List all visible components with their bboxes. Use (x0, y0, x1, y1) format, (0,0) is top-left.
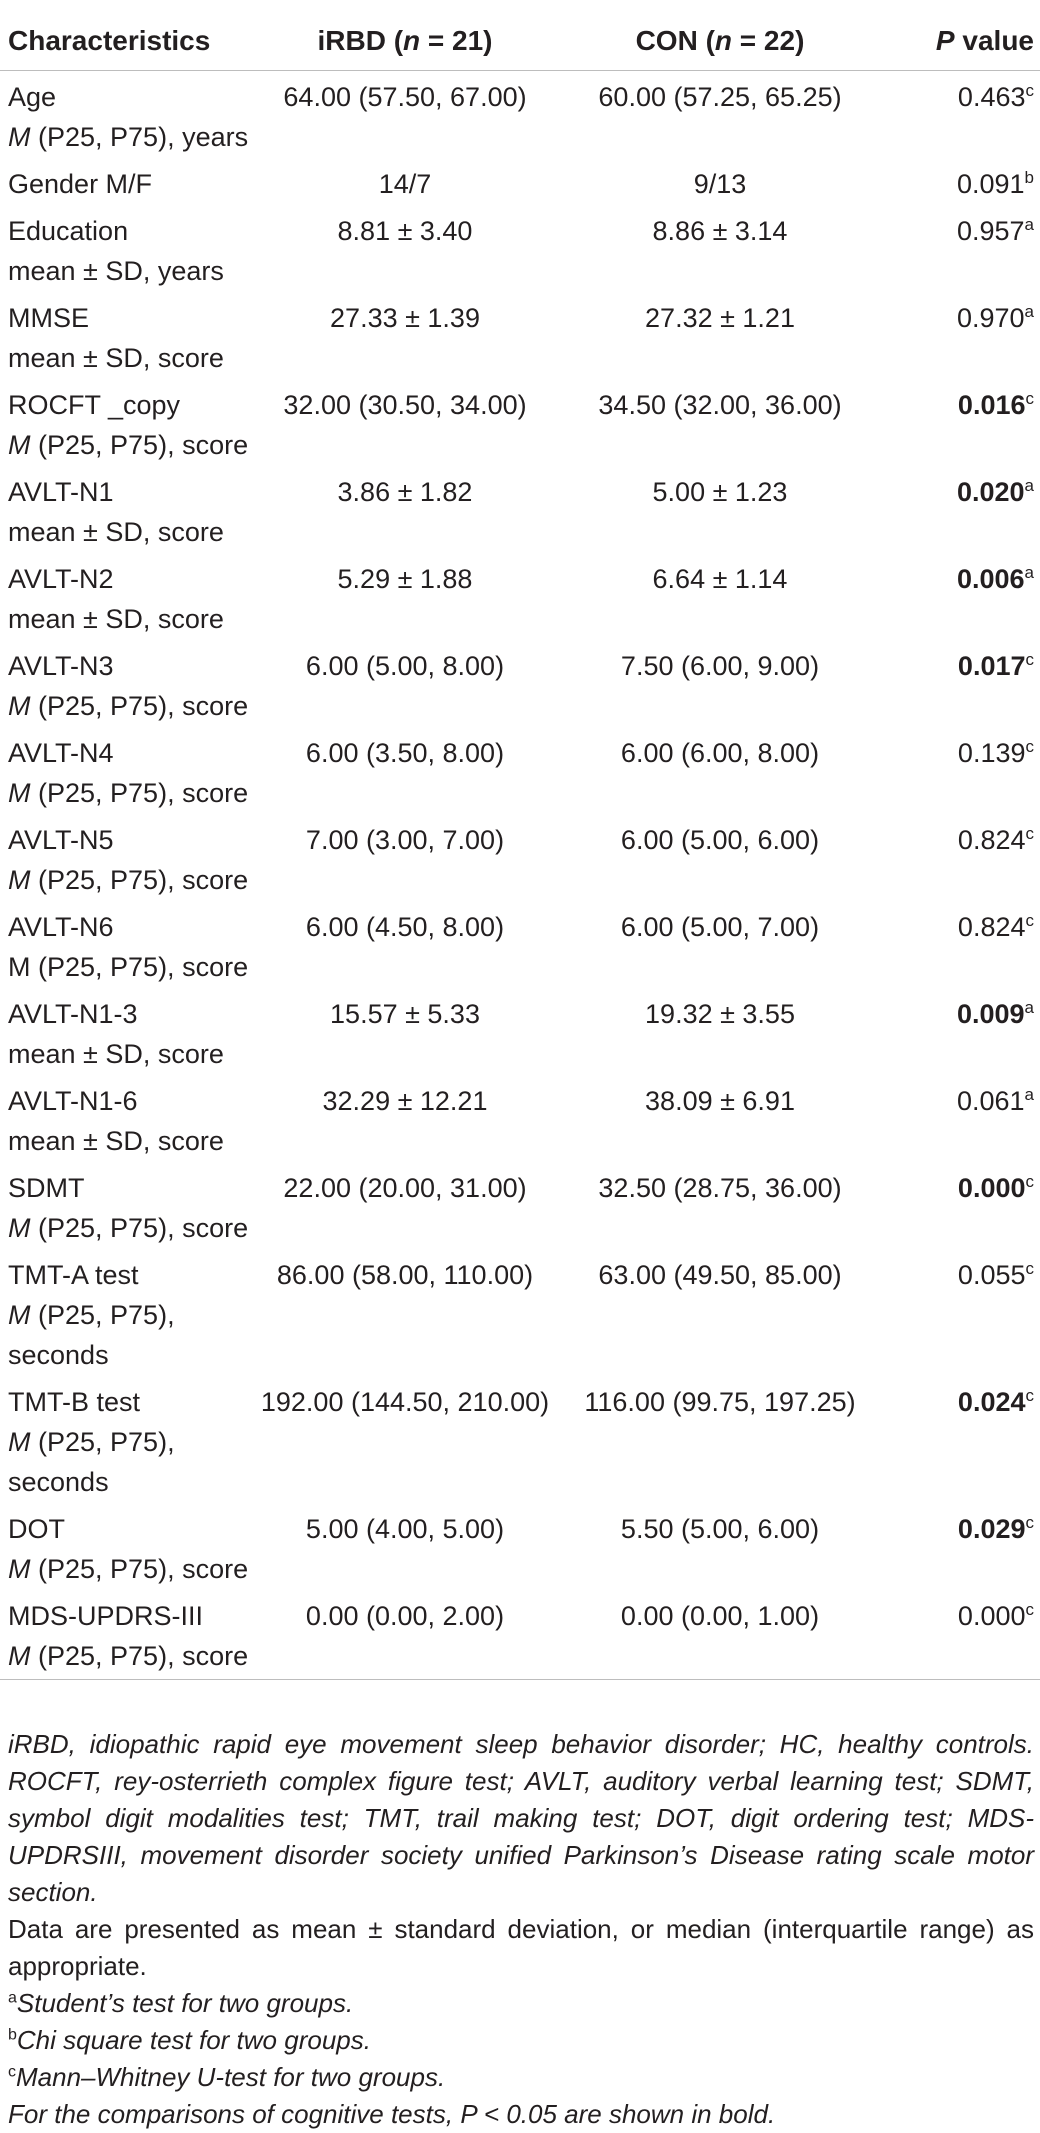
p-value: 0.091$^b$ (956, 167, 1034, 199)
p-value: 0.970$^a$ (956, 301, 1034, 333)
row-label (0, 1075, 260, 1162)
row-unit-line2: seconds (8, 1466, 109, 1497)
row-label (0, 988, 260, 1075)
irbd-value: 22.00 (20.00, 31.00) (283, 1172, 527, 1203)
row-name: AVLT-N2 (8, 563, 114, 594)
irbd-value: 5.00 (4.00, 5.00) (305, 1513, 505, 1544)
p-value: 0.009$^a$ (956, 997, 1034, 1029)
table-row-avlt-n5 (0, 814, 1040, 901)
con-value: 19.32 ± 3.55 (645, 998, 795, 1029)
row-name: DOT (8, 1513, 65, 1544)
irbd-value: 192.00 (144.50, 210.00) (260, 1386, 550, 1417)
p-value: 0.017$^c$ (957, 649, 1034, 681)
irbd-value: 27.33 ± 1.39 (330, 302, 480, 333)
header-irbd-suffix: = 21) (420, 25, 493, 56)
con-value: 8.86 ± 3.14 (652, 215, 788, 246)
irbd-value: 6.00 (5.00, 8.00) (305, 650, 505, 681)
con-value: 34.50 (32.00, 36.00) (598, 389, 842, 420)
table-row-avlt-n6 (0, 901, 1040, 988)
bold-significance-note: For the comparisons of cognitive tests, P < 0.05 are shown in bold. (8, 2099, 776, 2129)
table-row-avlt-n1 (0, 466, 1040, 553)
irbd-value: 3.86 ± 1.82 (337, 476, 473, 507)
row-unit: M (P25, P75), score (8, 951, 249, 982)
row-name: AVLT-N6 (8, 911, 114, 942)
footnote-c: $^c$Mann–Whitney U-test for two groups. (8, 2062, 446, 2092)
row-unit: M (P25, P75), score (8, 1553, 249, 1584)
row-name: AVLT-N1-6 (8, 1085, 138, 1116)
header-irbd-n: n (403, 25, 421, 56)
row-label (0, 1503, 260, 1590)
header-irbd (260, 12, 550, 71)
con-value: 5.50 (5.00, 6.00) (620, 1513, 820, 1544)
table-row-mmse (0, 292, 1040, 379)
irbd-value: 15.57 ± 5.33 (330, 998, 480, 1029)
p-value: 0.055$^c$ (957, 1258, 1034, 1290)
row-label (0, 1249, 260, 1376)
row-label (0, 553, 260, 640)
row-name: AVLT-N1 (8, 476, 114, 507)
row-name: Gender M/F (8, 168, 153, 199)
row-label (0, 727, 260, 814)
row-label (0, 205, 260, 292)
row-unit: mean ± SD, years (8, 255, 224, 286)
irbd-value: 6.00 (3.50, 8.00) (305, 737, 505, 768)
row-label (0, 71, 260, 158)
p-value: 0.824$^c$ (957, 823, 1034, 855)
row-name: AVLT-N5 (8, 824, 114, 855)
irbd-value: 0.00 (0.00, 2.00) (305, 1600, 505, 1631)
data-presentation-note: Data are presented as mean ± standard deviation, or median (interquartile range) as appropriate. (8, 1914, 1034, 1981)
con-value: 7.50 (6.00, 9.00) (620, 650, 820, 681)
footnote-a: $^a$Student’s test for two groups. (8, 1988, 354, 2018)
con-value: 38.09 ± 6.91 (645, 1085, 795, 1116)
irbd-value: 6.00 (4.50, 8.00) (305, 911, 505, 942)
header-p-value (890, 12, 1040, 71)
con-value: 60.00 (57.25, 65.25) (598, 82, 842, 112)
p-value: 0.016$^c$ (957, 388, 1034, 420)
table-row-gender (0, 158, 1040, 205)
row-name: Education (8, 215, 129, 246)
con-value: 6.00 (6.00, 8.00) (620, 737, 820, 768)
row-unit: M (P25, P75), (8, 1426, 175, 1457)
row-unit: mean ± SD, score (8, 1038, 224, 1069)
characteristics-table (0, 12, 1040, 1680)
row-unit-line2: seconds (8, 1339, 109, 1370)
row-label (0, 1376, 260, 1503)
p-value: 0.000$^c$ (957, 1171, 1034, 1203)
table-row-age (0, 71, 1040, 158)
p-value: 0.061$^a$ (956, 1084, 1034, 1116)
irbd-value: 5.29 ± 1.88 (337, 563, 473, 594)
con-value: 27.32 ± 1.21 (645, 302, 795, 333)
con-value: 6.00 (5.00, 6.00) (620, 824, 820, 855)
row-unit: M (P25, P75), years (8, 122, 249, 152)
row-unit: M (P25, P75), (8, 1299, 175, 1330)
header-con-n: n (714, 25, 733, 56)
row-label (0, 379, 260, 466)
row-name: TMT-A test (8, 1259, 139, 1290)
header-irbd-prefix: iRBD ( (317, 25, 404, 56)
row-unit: M (P25, P75), score (8, 1640, 249, 1671)
irbd-value: 14/7 (378, 168, 432, 199)
con-value: 9/13 (693, 168, 747, 199)
table-row-tmt-b (0, 1376, 1040, 1503)
p-value: 0.000$^c$ (957, 1599, 1034, 1631)
irbd-value: 32.29 ± 12.21 (322, 1085, 488, 1116)
row-unit: M (P25, P75), score (8, 864, 249, 895)
irbd-value: 32.00 (30.50, 34.00) (283, 389, 527, 420)
p-value: 0.029$^c$ (957, 1512, 1034, 1544)
header-characteristics: Characteristics (0, 12, 260, 71)
row-name: ROCFT _copy (8, 389, 181, 420)
p-value: 0.020$^a$ (956, 475, 1034, 507)
table-row-avlt-n3 (0, 640, 1040, 727)
con-value: 6.64 ± 1.14 (652, 563, 788, 594)
table-row-sdmt (0, 1162, 1040, 1249)
row-name: MMSE (8, 302, 89, 333)
row-name: SDMT (8, 1172, 85, 1203)
irbd-value: 86.00 (58.00, 110.00) (276, 1259, 534, 1290)
table-row-avlt-n2 (0, 553, 1040, 640)
p-value: 0.006$^a$ (956, 562, 1034, 594)
row-label (0, 1590, 260, 1680)
p-value: 0.463$^c$ (957, 81, 1034, 112)
table-row-mds-updrs-iii (0, 1590, 1040, 1680)
row-name: AVLT-N3 (8, 650, 114, 681)
header-p-suffix: value (954, 25, 1034, 56)
row-unit: mean ± SD, score (8, 342, 224, 373)
row-name: TMT-B test (8, 1386, 141, 1417)
p-value: 0.139$^c$ (957, 736, 1034, 768)
row-label (0, 466, 260, 553)
row-name: Age (8, 82, 57, 112)
row-label (0, 292, 260, 379)
con-value: 32.50 (28.75, 36.00) (598, 1172, 842, 1203)
con-value: 116.00 (99.75, 197.25) (584, 1386, 856, 1417)
header-con-suffix: = 22) (732, 25, 805, 56)
con-value: 5.00 ± 1.23 (652, 476, 788, 507)
row-unit: M (P25, P75), score (8, 777, 249, 808)
table-row-tmt-a (0, 1249, 1040, 1376)
row-label (0, 814, 260, 901)
row-unit: M (P25, P75), score (8, 690, 249, 721)
row-name: MDS-UPDRS-III (8, 1600, 203, 1631)
row-label (0, 158, 260, 205)
row-name: AVLT-N4 (8, 737, 114, 768)
row-unit: mean ± SD, score (8, 516, 224, 547)
irbd-value: 64.00 (57.50, 67.00) (283, 82, 527, 112)
row-label (0, 640, 260, 727)
header-con (550, 12, 890, 71)
table-header-row (0, 12, 1040, 71)
irbd-value: 8.81 ± 3.40 (337, 215, 473, 246)
p-value: 0.957$^a$ (956, 214, 1034, 246)
p-value: 0.024$^c$ (957, 1385, 1034, 1417)
table-row-rocft (0, 379, 1040, 466)
table-row-avlt-n4 (0, 727, 1040, 814)
row-unit: mean ± SD, score (8, 1125, 224, 1156)
table-row-avlt-n1-3 (0, 988, 1040, 1075)
abbreviations-note: iRBD, idiopathic rapid eye movement sleep behavior disorder; HC, healthy controls. ROCFT, rey-osterrieth complex figure test; AVLT, auditory verbal learning test; SDMT, symbol digit modalities test; TMT, trail making test; DOT, digit ordering test; MDS-UPDRSIII, movement disorder society unified Parkinson’s Disease rating scale motor section. (8, 1729, 1034, 1907)
row-label (0, 1162, 260, 1249)
header-con-prefix: CON ( (635, 25, 715, 56)
con-value: 0.00 (0.00, 1.00) (620, 1600, 820, 1631)
row-unit: mean ± SD, score (8, 603, 224, 634)
con-value: 6.00 (5.00, 7.00) (620, 911, 820, 942)
row-label (0, 901, 260, 988)
con-value: 63.00 (49.50, 85.00) (598, 1259, 842, 1290)
irbd-value: 7.00 (3.00, 7.00) (305, 824, 505, 855)
table-footnotes (8, 1726, 1034, 2133)
row-unit: M (P25, P75), score (8, 1212, 249, 1243)
footnote-b: $^b$Chi square test for two groups. (8, 2025, 371, 2055)
table-row-avlt-n1-6 (0, 1075, 1040, 1162)
row-name: AVLT-N1-3 (8, 998, 138, 1029)
table-row-dot (0, 1503, 1040, 1590)
header-p: P (935, 25, 955, 56)
row-unit: M (P25, P75), score (8, 429, 249, 460)
p-value: 0.824$^c$ (957, 910, 1034, 942)
table-row-education (0, 205, 1040, 292)
